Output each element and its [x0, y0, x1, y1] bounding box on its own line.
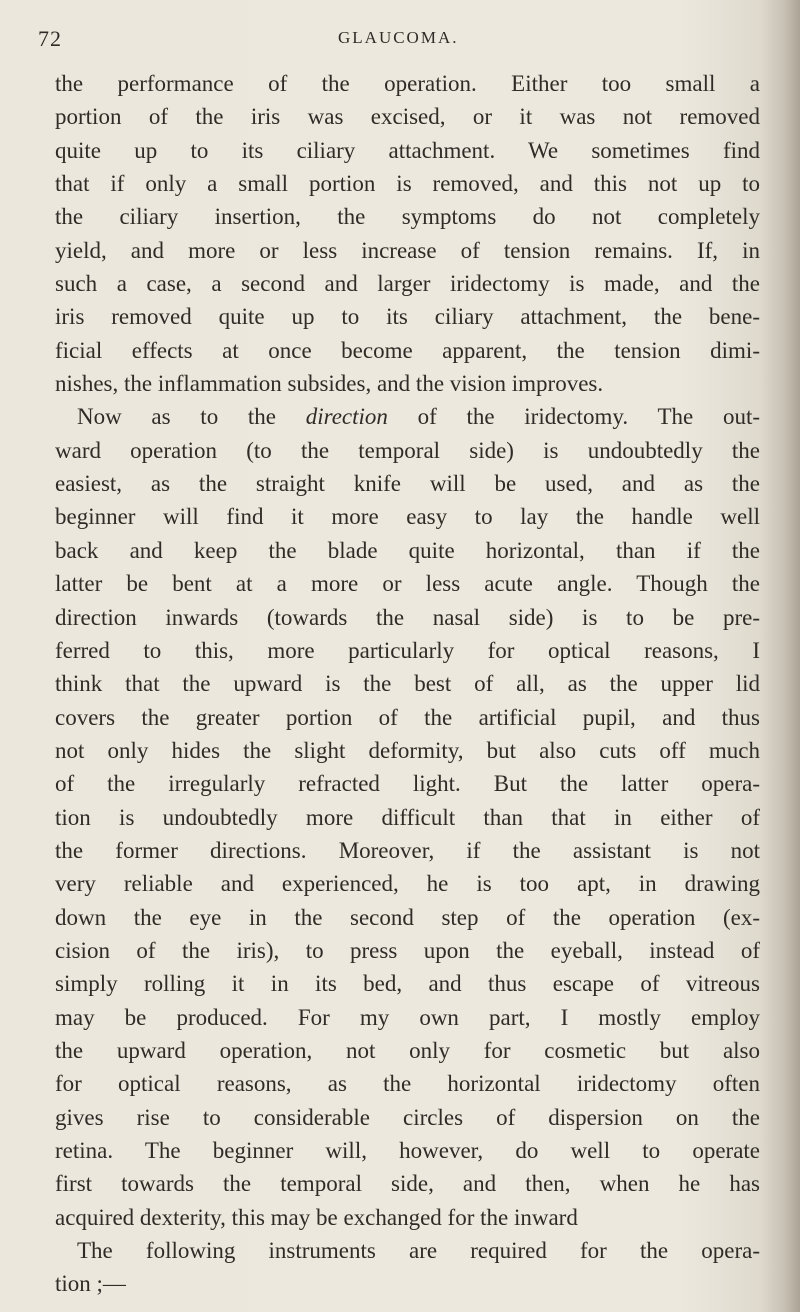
text-line: the upward operation, not only for cosmetic but also [55, 1037, 760, 1063]
emphasis-direction: direction [305, 404, 388, 430]
text-line: the former directions. Moreover, if the assistant is not [55, 837, 760, 863]
text-line: think that the upward is the best of all, as the upper lid [55, 671, 760, 697]
text-line: such a case, a second and larger iridectomy is made, and the [55, 271, 760, 297]
text-line: beginner will find it more easy to lay the handle well [55, 504, 760, 530]
paragraph-first-line [55, 400, 760, 433]
text-line: retina. The beginner will, however, do well to operate [55, 1138, 760, 1163]
text-line: yield, and more or less increase of tension remains. If, in [55, 237, 760, 263]
text-line: acquired dexterity, this may be exchanged for the inward [55, 1204, 578, 1230]
text-line: easiest, as the straight knife will be used, and as the [55, 471, 760, 497]
text-line: for optical reasons, as the horizontal iridectomy often [55, 1071, 760, 1097]
text-line: simply rolling it in its bed, and thus escape of vitreous [55, 971, 760, 997]
text-line: back and keep the blade quite horizontal, than if the [55, 537, 760, 563]
text-line: not only hides the slight deformity, but also cuts off much [55, 737, 760, 763]
text-line: ward operation (to the temporal side) is undoubtedly the [55, 437, 760, 463]
text-line: the performance of the operation. Either too small a [55, 71, 760, 96]
text-line: may be produced. For my own part, I mostly employ [55, 1004, 760, 1030]
text-line: very reliable and experienced, he is too apt, in drawing [55, 871, 760, 897]
text-line: The following instruments are required for the opera- [77, 1238, 760, 1264]
text-line: quite up to its ciliary attachment. We sometimes find [55, 137, 760, 163]
text-line: covers the greater portion of the artificial pupil, and thus [55, 704, 760, 730]
text-line: first towards the temporal side, and then, when he has [55, 1171, 760, 1197]
text-line: latter be bent at a more or less acute angle. Though the [55, 571, 760, 597]
text-line: iris removed quite up to its ciliary attachment, the bene- [55, 304, 760, 330]
text-line: down the eye in the second step of the operation (ex- [55, 904, 760, 930]
page-number: 72 [38, 26, 62, 51]
text-span: of the iridectomy. The out- [387, 404, 760, 430]
page-edge-shadow [760, 0, 800, 1312]
text-line: nishes, the inflammation subsides, and the vision improves. [55, 371, 604, 397]
text-line: portion of the iris was excised, or it was not removed [55, 104, 760, 130]
text-line: direction inwards (towards the nasal side) is to be pre- [55, 604, 760, 630]
body-text [55, 67, 760, 1301]
text-line: that if only a small portion is removed, and this not up to [55, 171, 760, 197]
text-line: tion ;— [55, 1271, 126, 1297]
text-line: gives rise to considerable circles of dispersion on the [55, 1104, 760, 1130]
text-line: cision of the iris), to press upon the eyeball, instead of [55, 937, 760, 963]
text-line: the ciliary insertion, the symptoms do not completely [55, 204, 760, 230]
text-line: of the irregularly refracted light. But the latter opera- [55, 771, 760, 797]
running-title: GLAUCOMA. [338, 28, 459, 47]
text-span: Now as to the [77, 404, 306, 430]
page-header [38, 26, 758, 56]
text-line: ferred to this, more particularly for optical reasons, I [55, 637, 760, 663]
text-line: tion is undoubtedly more difficult than that in either of [55, 804, 760, 830]
text-line: ficial effects at once become apparent, the tension dimi- [55, 337, 760, 363]
